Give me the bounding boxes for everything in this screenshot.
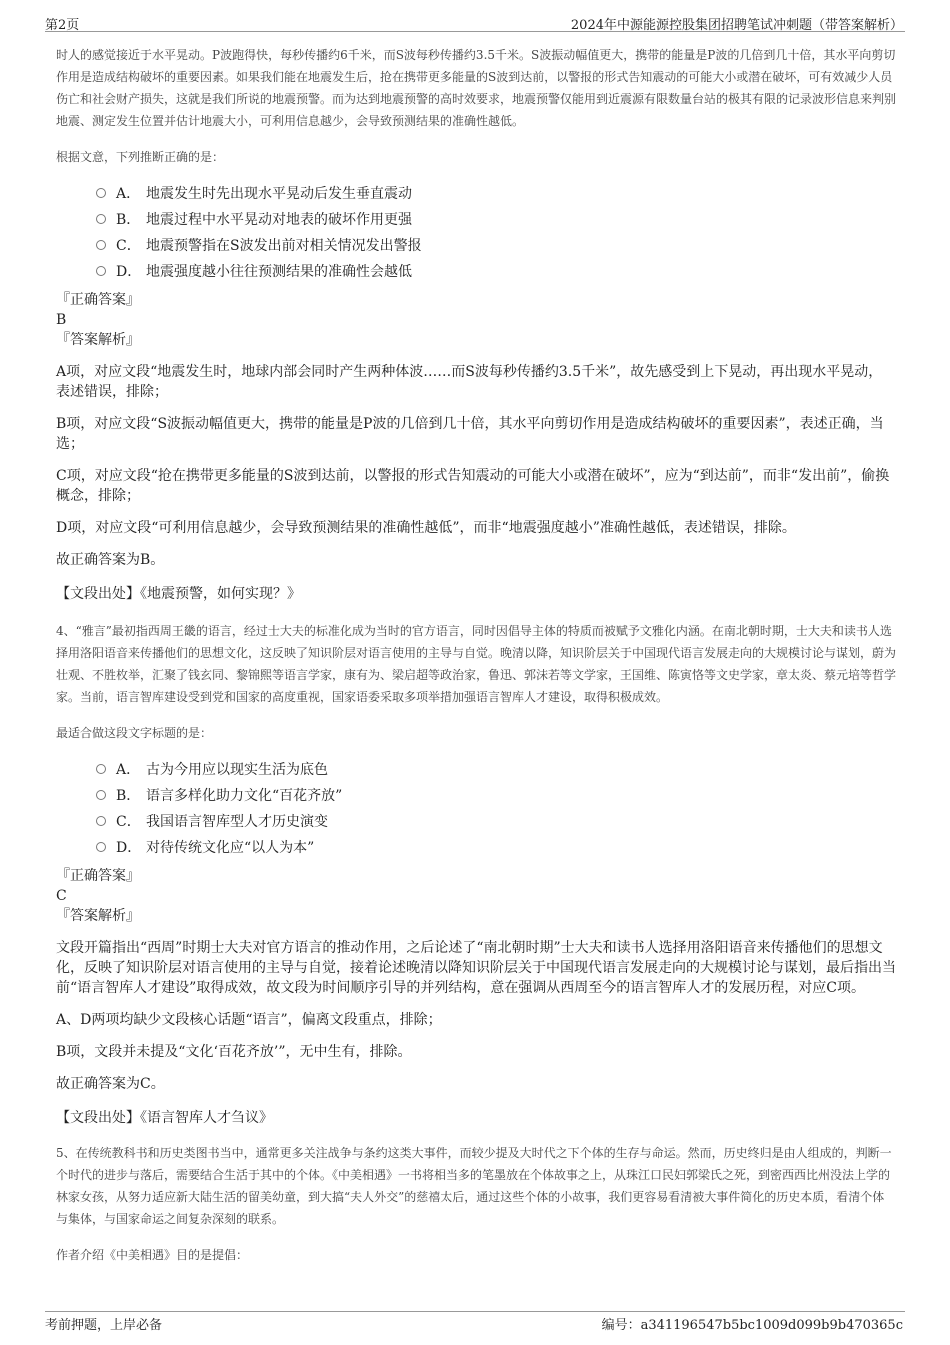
correct-answer: C — [56, 888, 67, 904]
option-list — [96, 180, 896, 284]
explanation-paragraph: A项，对应文段“地震发生时，地球内部会同时产生两种体波……而S波每秒传播约3.5千米”，故先感受到上下晃动，再出现水平晃动，表述错误，排除； — [56, 364, 883, 400]
option-letter: C． — [116, 814, 141, 830]
question-prompt: 作者介绍《中美相遇》目的是提倡： — [56, 1248, 249, 1262]
option-a[interactable] — [96, 180, 896, 206]
radio-icon[interactable] — [96, 842, 106, 852]
radio-icon[interactable] — [96, 266, 106, 276]
explanation-conclusion: 故正确答案为B。 — [56, 552, 165, 568]
radio-icon[interactable] — [96, 790, 106, 800]
explanation-paragraph: A、D两项均缺少文段核心话题“语言”，偏离文段重点，排除； — [56, 1012, 442, 1028]
option-d[interactable] — [96, 258, 896, 284]
option-letter: D． — [116, 264, 142, 280]
explanation-paragraph: 文段开篇指出“西周”时期士大夫对官方语言的推动作用，之后论述了“南北朝时期”士大夫和读书人选择用洛阳语音来传播他们的思想文化，反映了知识阶层对语言使用的主导与自觉，接着论述晚清以降知识阶层关于中国现代语言发展走向的大规模讨论与谋划，最后指出当前“语言智库人才建设”取得成效，故文段为时间顺序引导的并列结构，意在强调从西周至今的语言智库人才的发展历程，对应C项。 — [56, 940, 896, 996]
radio-icon[interactable] — [96, 816, 106, 826]
option-c[interactable] — [96, 808, 896, 834]
analysis-label: 『答案解析』 — [56, 908, 140, 924]
question-passage: 时人的感觉接近于水平晃动。P波跑得快，每秒传播约6千米，而S波每秒传播约3.5千米。S波振动幅值更大，携带的能量是P波的几倍到几十倍，其水平向剪切作用是造成结构破坏的重要因素。如果我们能在地震发生后，抢在携带更多能量的S波到达前，以警报的形式告知震动的可能大小或潜在破坏，可有效减少人员伤亡和社会财产损失，这就是我们所说的地震预警。而为达到地震预警的高时效要求，地震预警仅能用到近震源有限数量台站的极其有限的记录波形信息来判别地震、测定发生位置并估计地震大小，可利用信息越少，会导致预测结果的准确性越低。 — [56, 48, 897, 128]
explanation-conclusion: 故正确答案为C。 — [56, 1076, 165, 1092]
question-prompt: 根据文意，下列推断正确的是： — [56, 150, 225, 164]
option-b[interactable] — [96, 782, 896, 808]
option-text: 地震预警指在S波发出前对相关情况发出警报 — [146, 238, 422, 254]
option-letter: B． — [116, 212, 141, 228]
main-content — [56, 44, 896, 1266]
option-text: 地震过程中水平晃动对地表的破坏作用更强 — [146, 212, 412, 228]
page-header — [0, 0, 950, 32]
question-4 — [56, 620, 896, 1128]
option-a[interactable] — [96, 756, 896, 782]
explanation-paragraph: B项，文段并未提及“文化‘百花齐放’”，无中生有，排除。 — [56, 1044, 412, 1060]
question-passage: 4、“雅言”最初指西周王畿的语言，经过士大夫的标准化成为当时的官方语言，同时因倡导主体的特质而被赋予文雅化内涵。在南北朝时期，士大夫和读书人选择用洛阳语音来传播他们的思想文化，这反映了知识阶层对语言使用的主导与自觉。晚清以降，知识阶层关于中国现代语言发展走向的大规模讨论与谋划，蔚为壮观、不胜枚举，汇聚了钱玄同、黎锦熙等语言学家，康有为、梁启超等政治家，鲁迅、郭沫若等文学家，王国维、陈寅恪等文史学家，章太炎、蔡元培等哲学家。当前，语言智库建设受到党和国家的高度重视，国家语委采取多项举措加强语言智库人才建设，取得积极成效。 — [56, 624, 897, 704]
option-letter: B． — [116, 788, 141, 804]
option-text: 地震发生时先出现水平晃动后发生垂直震动 — [146, 186, 412, 202]
explanation-paragraph: C项，对应文段“抢在携带更多能量的S波到达前，以警报的形式告知震动的可能大小或潜在破坏”，应为“到达前”，而非“发出前”，偷换概念，排除； — [56, 468, 890, 504]
question-prompt: 最适合做这段文字标题的是： — [56, 726, 213, 740]
explanation-paragraph: B项，对应文段“S波振动幅值更大，携带的能量是P波的几倍到几十倍，其水平向剪切作用是造成结构破坏的重要因素”，表述正确，当选； — [56, 416, 884, 452]
option-letter: D． — [116, 840, 142, 856]
header-divider — [45, 31, 905, 32]
option-text: 地震强度越小往往预测结果的准确性会越低 — [146, 264, 412, 280]
question-3 — [56, 44, 896, 604]
answer-label: 『正确答案』 — [56, 868, 140, 884]
radio-icon[interactable] — [96, 214, 106, 224]
question-passage: 5、在传统教科书和历史类图书当中，通常更多关注战争与条约这类大事件，而较少提及大时代之下个体的生存与命运。然而，历史终归是由人组成的，判断一个时代的进步与落后，需要结合生活于其中的个体。《中美相遇》一书将相当多的笔墨放在个体故事之上，从珠江口民妇郭梁氏之死，到密西西比州没法上学的林家女孩，从努力适应新大陆生活的留美幼童，到大搞“夫人外交”的慈禧太后，通过这些个体的小故事，我们更容易看清被大事件简化的历史本质，看清个体与集体，与国家命运之间复杂深刻的联系。 — [56, 1146, 892, 1226]
radio-icon[interactable] — [96, 764, 106, 774]
option-letter: C． — [116, 238, 141, 254]
analysis-label: 『答案解析』 — [56, 332, 140, 348]
footer-slogan: 考前押题，上岸必备 — [45, 1318, 163, 1333]
option-letter: A． — [116, 186, 141, 202]
option-letter: A． — [116, 762, 141, 778]
option-list — [96, 756, 896, 860]
passage-source: 【文段出处】《地震预警，如何实现？》 — [56, 586, 301, 602]
footer-divider — [45, 1311, 905, 1312]
option-b[interactable] — [96, 206, 896, 232]
option-text: 语言多样化助力文化“百花齐放” — [146, 788, 343, 804]
passage-source: 【文段出处】《语言智库人才刍议》 — [56, 1110, 273, 1126]
option-text: 对待传统文化应“以人为本” — [146, 840, 315, 856]
document-code: 编号：a341196547b5bc1009d099b9b470365c — [601, 1318, 903, 1333]
question-5 — [56, 1142, 896, 1266]
correct-answer: B — [56, 312, 67, 328]
explanation-paragraph: D项，对应文段“可利用信息越少，会导致预测结果的准确性越低”，而非“地震强度越小”准确性越低，表述错误，排除。 — [56, 520, 796, 536]
document-title: 2024年中源能源控股集团招聘笔试冲刺题（带答案解析） — [570, 18, 903, 33]
radio-icon[interactable] — [96, 240, 106, 250]
radio-icon[interactable] — [96, 188, 106, 198]
option-d[interactable] — [96, 834, 896, 860]
option-c[interactable] — [96, 232, 896, 258]
option-text: 我国语言智库型人才历史演变 — [146, 814, 328, 830]
option-text: 古为今用应以现实生活为底色 — [146, 762, 328, 778]
page-number: 第2页 — [45, 18, 80, 33]
answer-label: 『正确答案』 — [56, 292, 140, 308]
